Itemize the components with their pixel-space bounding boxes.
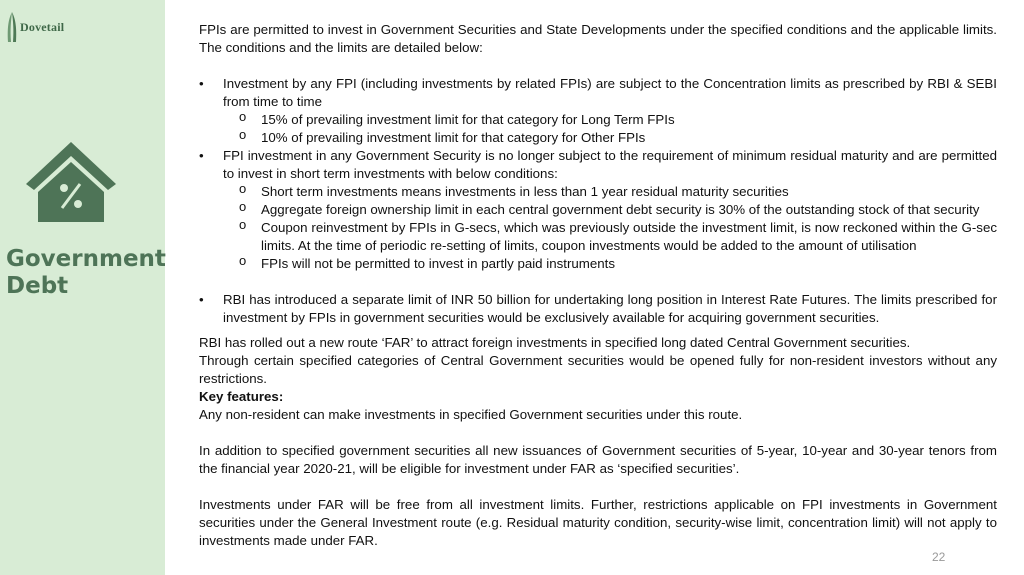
house-percent-icon	[24, 140, 118, 224]
section-title-line1: Government	[6, 246, 166, 272]
sub-bullet-marker: o	[239, 199, 247, 214]
sub-bullet-item	[199, 255, 997, 273]
sub-bullet-text: FPIs will not be permitted to invest in partly paid instruments	[261, 256, 615, 271]
bullet-item	[199, 75, 997, 111]
key-feature-2: In addition to specified government securities all new issuances of Government securities of 5-year, 10-year and 30-year tenors from the financial year 2020-21, will be eligible for investment under FAR as ‘specified securities’.	[199, 443, 997, 476]
sub-bullet-text: Coupon reinvestment by FPIs in G-secs, which was previously outside the investment limit, is now reckoned within the G-sec limits. At the time of periodic re-setting of limits, coupon investments would be added to the amount of utilisation	[261, 220, 997, 253]
sub-bullet-text: 10% of prevailing investment limit for that category for Other FPIs	[261, 130, 646, 145]
sub-bullet-text: Short term investments means investments in less than 1 year residual maturity securities	[261, 184, 789, 199]
sub-bullet-text: 15% of prevailing investment limit for that category for Long Term FPIs	[261, 112, 675, 127]
sub-bullet-item	[199, 129, 997, 147]
bullet-marker: •	[199, 76, 204, 91]
section-title	[6, 246, 166, 300]
dovetail-logo-icon	[6, 11, 18, 43]
bullet-item	[199, 291, 997, 327]
key-feature-1: Any non-resident can make investments in specified Government securities under this route.	[199, 407, 743, 422]
sub-bullet-marker: o	[239, 109, 247, 124]
bullet-marker: •	[199, 148, 204, 163]
far-paragraph-2: Through certain specified categories of Central Government securities would be opened fully for non-resident investors without any restrictions.	[199, 353, 997, 386]
logo-text: Dovetail	[20, 19, 65, 34]
bullet-item	[199, 147, 997, 183]
sidebar	[0, 0, 165, 575]
bullet-text: Investment by any FPI (including investments by related FPIs) are subject to the Concentration limits as prescribed by RBI & SEBI from time to time	[223, 76, 997, 109]
slide-content	[199, 21, 997, 550]
key-feature-3: Investments under FAR will be free from all investment limits. Further, restrictions applicable on FPI investments in Government securities under the General Investment route (e.g. Residual maturity condition, security-wise limit, concentration limit) will not apply to investments made under FAR.	[199, 497, 997, 548]
key-features-heading: Key features:	[199, 389, 284, 404]
intro-paragraph: FPIs are permitted to invest in Government Securities and State Developments under the specified conditions and the applicable limits. The conditions and the limits are detailed below:	[199, 22, 997, 55]
bullet-marker: •	[199, 292, 204, 307]
sub-bullet-marker: o	[239, 127, 247, 142]
sub-bullet-item	[199, 201, 997, 219]
sub-bullet-item	[199, 111, 997, 129]
sub-bullet-item	[199, 183, 997, 201]
sub-bullet-marker: o	[239, 253, 247, 268]
sub-bullet-marker: o	[239, 217, 247, 232]
bullet-text: FPI investment in any Government Security is no longer subject to the requirement of minimum residual maturity and are permitted to invest in short term investments with below conditions:	[223, 148, 997, 181]
section-title-line2: Debt	[6, 273, 69, 299]
far-paragraph-1: RBI has rolled out a new route ‘FAR’ to attract foreign investments in specified long dated Central Government securities.	[199, 335, 911, 350]
sub-bullet-item	[199, 219, 997, 255]
company-logo	[6, 10, 66, 44]
bullet-text: RBI has introduced a separate limit of INR 50 billion for undertaking long position in Interest Rate Futures. The limits prescribed for investment by FPIs in government securities would be exclusively available for acquiring government securities.	[223, 292, 997, 325]
sub-bullet-text: Aggregate foreign ownership limit in each central government debt security is 30% of the outstanding stock of that security	[261, 202, 980, 217]
page-number: 22	[932, 550, 946, 564]
sub-bullet-marker: o	[239, 181, 247, 196]
